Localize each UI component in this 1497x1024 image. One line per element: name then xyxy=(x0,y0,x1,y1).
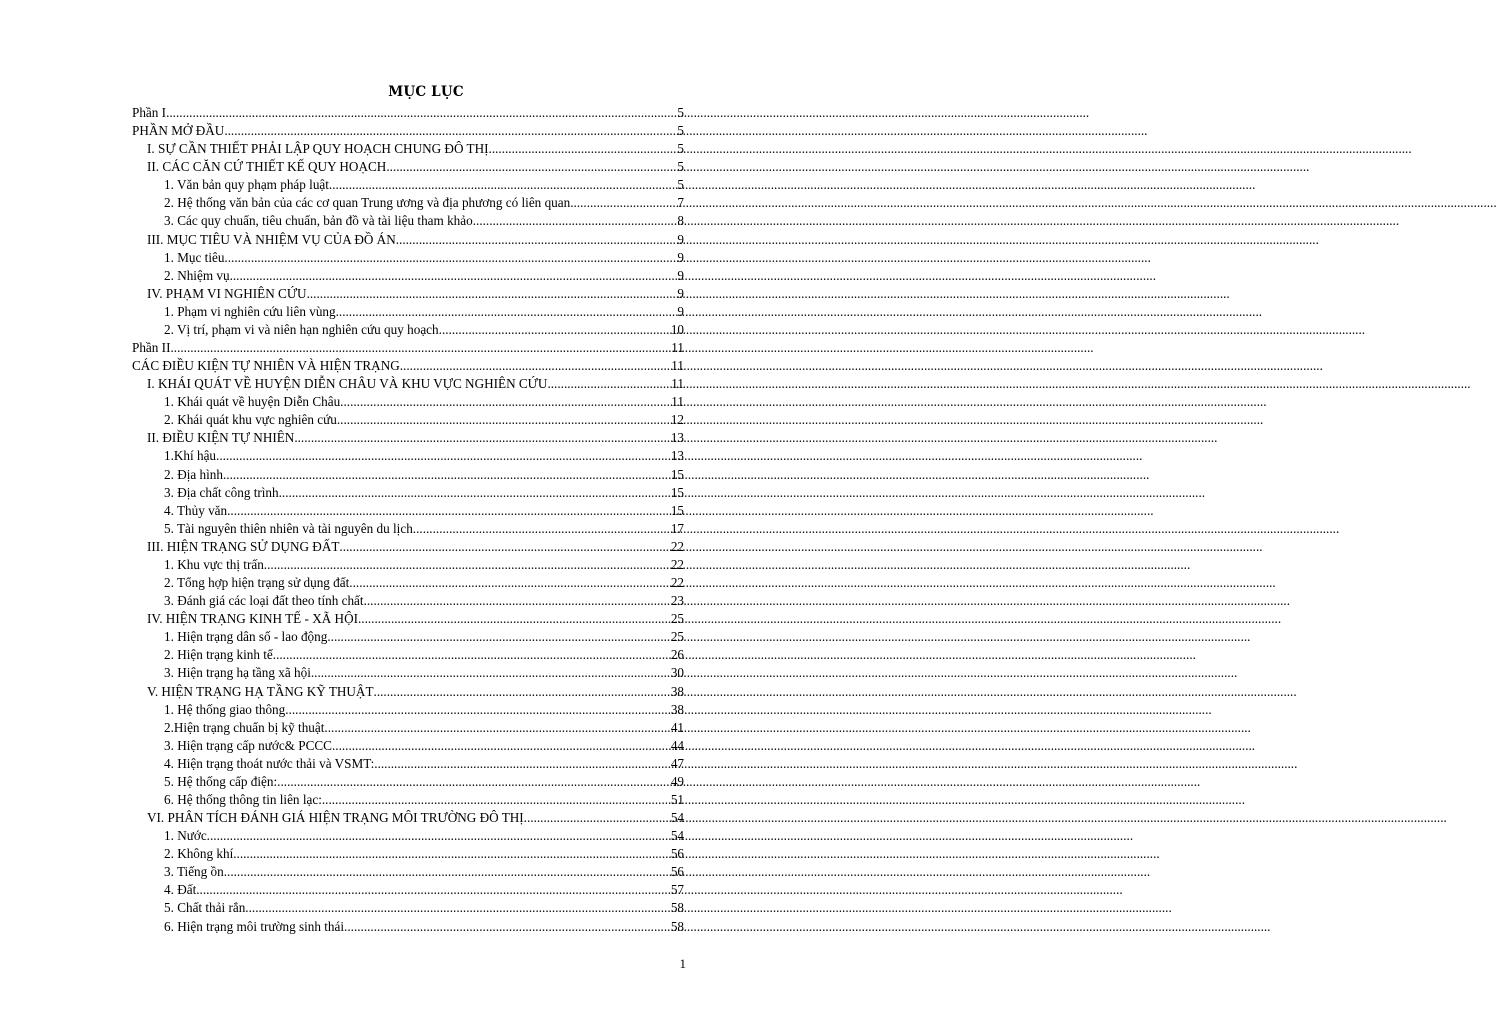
toc-entry[interactable] xyxy=(132,140,684,158)
toc-entry[interactable] xyxy=(132,447,684,465)
table-of-contents xyxy=(132,104,684,936)
toc-entry-label: III. MỤC TIÊU VÀ NHIỆM VỤ CỦA ĐỒ ÁN xyxy=(147,231,396,247)
dot-leader xyxy=(210,827,671,845)
toc-entry[interactable] xyxy=(132,664,684,682)
toc-entry-page: 26 xyxy=(670,647,684,663)
toc-entry-page: 11 xyxy=(671,376,684,392)
dot-leader xyxy=(442,321,671,339)
dot-leader xyxy=(227,863,671,881)
dot-leader xyxy=(233,267,678,285)
toc-entry-page: 41 xyxy=(670,719,684,735)
toc-entry-label: 4. Thủy văn. xyxy=(164,502,231,518)
toc-entry-label: 4. Hiện trạng thoát nước thải và VSMT: xyxy=(164,755,375,771)
dot-leader xyxy=(228,249,678,267)
dot-leader xyxy=(574,194,678,212)
dot-leader xyxy=(489,140,678,158)
dot-leader xyxy=(343,393,671,411)
toc-entry-page: 13 xyxy=(670,448,684,464)
toc-entry-page: 38 xyxy=(670,683,684,699)
toc-entry[interactable] xyxy=(132,357,684,375)
dot-leader xyxy=(374,683,671,701)
dot-leader xyxy=(267,556,671,574)
toc-entry[interactable] xyxy=(132,158,684,176)
toc-entry[interactable] xyxy=(132,592,684,610)
toc-entry[interactable] xyxy=(132,520,684,538)
toc-entry-label: 6. Hiện trạng môi trường sinh thái. xyxy=(164,918,348,934)
toc-entry[interactable] xyxy=(132,863,684,881)
dot-leader xyxy=(340,411,671,429)
toc-entry[interactable] xyxy=(132,375,684,393)
toc-entry-label: VI. PHÂN TÍCH ĐÁNH GIÁ HIỆN TRẠNG MÔI TRƯỜNG ĐÔ THỊ xyxy=(147,810,524,826)
toc-entry[interactable] xyxy=(132,267,684,285)
toc-entry-page: 13 xyxy=(670,430,684,446)
toc-entry[interactable] xyxy=(132,231,684,249)
toc-entry[interactable] xyxy=(132,755,684,773)
toc-entry-label: 3. Hiện trạng cấp nước& PCCC xyxy=(164,737,332,753)
dot-leader xyxy=(374,755,671,773)
toc-entry-page: 5 xyxy=(677,123,684,139)
toc-entry-label: IV. PHẠM VI NGHIÊN CỨU xyxy=(147,285,307,301)
dot-leader xyxy=(249,899,671,917)
toc-entry[interactable] xyxy=(132,321,684,339)
toc-entry-label: 1. Hệ thống giao thông. xyxy=(164,701,289,717)
toc-entry-label: I. SỰ CẦN THIẾT PHẢI LẬP QUY HOẠCH CHUNG ĐÔ THỊ xyxy=(147,141,489,157)
toc-entry-label: 6. Hệ thống thông tin liên lạc: xyxy=(164,791,322,807)
dot-leader xyxy=(367,592,671,610)
toc-entry[interactable] xyxy=(132,303,684,321)
toc-entry-label: 3. Tiếng ồn. xyxy=(164,864,228,880)
dot-leader xyxy=(230,502,670,520)
toc-entry[interactable] xyxy=(132,610,684,628)
toc-entry[interactable] xyxy=(132,339,684,357)
dot-leader xyxy=(476,212,677,230)
toc-entry-page: 22 xyxy=(670,556,684,572)
toc-entry-label: 5. Chất thải rắn. xyxy=(164,900,249,916)
toc-entry-page: 51 xyxy=(670,791,684,807)
toc-entry[interactable] xyxy=(132,411,684,429)
dot-leader xyxy=(358,610,671,628)
toc-entry[interactable] xyxy=(132,899,684,917)
toc-entry-page: 49 xyxy=(670,773,684,789)
toc-entry-label: 1. Nước. xyxy=(164,828,210,844)
dot-leader xyxy=(226,466,671,484)
dot-leader xyxy=(307,285,678,303)
toc-entry-page: 54 xyxy=(670,828,684,844)
toc-entry[interactable] xyxy=(132,194,684,212)
toc-entry-label: 5. Tài nguyên thiên nhiên và tài nguyên du lịch. xyxy=(164,520,417,536)
toc-entry[interactable] xyxy=(132,719,684,737)
toc-entry-page: 23 xyxy=(670,593,684,609)
dot-leader xyxy=(282,484,671,502)
toc-entry-page: 58 xyxy=(670,900,684,916)
dot-leader xyxy=(273,646,671,664)
toc-entry-label: II. CÁC CĂN CỨ THIẾT KẾ QUY HOẠCH xyxy=(147,159,387,175)
toc-entry[interactable] xyxy=(132,104,684,122)
toc-entry[interactable] xyxy=(132,502,684,520)
toc-entry[interactable] xyxy=(132,773,684,791)
toc-entry-page: 7 xyxy=(677,195,684,211)
dot-leader xyxy=(332,176,677,194)
toc-entry-label: 3. Hiện trạng hạ tầng xã hội. xyxy=(164,665,315,681)
toc-entry-page: 5 xyxy=(677,141,684,157)
dot-leader xyxy=(386,158,677,176)
toc-entry-page: 38 xyxy=(670,701,684,717)
toc-entry[interactable] xyxy=(132,845,684,863)
toc-entry-label: 2. Hiện trạng kinh tế xyxy=(164,647,273,663)
dot-leader xyxy=(294,429,670,447)
toc-entry-page: 44 xyxy=(670,737,684,753)
toc-entry[interactable] xyxy=(132,122,684,140)
toc-title: MỤC LỤC xyxy=(388,84,464,100)
toc-entry[interactable] xyxy=(132,484,684,502)
toc-entry[interactable] xyxy=(132,628,684,646)
toc-entry-label: PHẦN MỞ ĐẦU xyxy=(132,123,225,139)
toc-entry-page: 22 xyxy=(670,538,684,554)
dot-leader xyxy=(170,339,671,357)
toc-entry-page: 15 xyxy=(670,484,684,500)
toc-entry[interactable] xyxy=(132,918,684,936)
dot-leader xyxy=(322,791,671,809)
toc-entry-page: 11 xyxy=(671,358,684,374)
dot-leader xyxy=(289,701,671,719)
toc-entry-label: 2. Vị trí, phạm vi và niên hạn nghiên cứu quy hoạch. xyxy=(164,321,442,337)
toc-entry-label: Phần I xyxy=(132,105,167,120)
dot-leader xyxy=(547,375,671,393)
toc-entry-page: 5 xyxy=(677,177,684,193)
toc-entry-page: 9 xyxy=(677,285,684,301)
toc-entry[interactable] xyxy=(132,393,684,411)
toc-entry-label: 1.Khí hậu. xyxy=(164,448,220,464)
dot-leader xyxy=(328,719,671,737)
toc-entry-page: 8 xyxy=(677,213,684,229)
dot-leader xyxy=(314,664,671,682)
toc-entry-label: 3. Các quy chuẩn, tiêu chuẩn, bản đồ và tài liệu tham khảo. xyxy=(164,213,477,229)
toc-entry[interactable] xyxy=(132,683,684,701)
dot-leader xyxy=(224,122,677,140)
toc-entry-label: CÁC ĐIỀU KIỆN TỰ NHIÊN VÀ HIỆN TRẠNG xyxy=(132,358,400,374)
toc-entry-page: 9 xyxy=(677,249,684,265)
dot-leader xyxy=(219,447,671,465)
toc-entry-label: 1. Văn bản quy phạm pháp luật. xyxy=(164,177,333,193)
dot-leader xyxy=(353,574,671,592)
toc-entry-label: 2. Tổng hợp hiện trạng sử dụng đất. xyxy=(164,575,353,591)
toc-entry-label: Phần II xyxy=(132,340,171,356)
toc-entry-page: 56 xyxy=(670,864,684,880)
dot-leader xyxy=(200,881,671,899)
toc-entry[interactable] xyxy=(132,574,684,592)
toc-entry-label: 3. Đánh giá các loại đất theo tính chất. xyxy=(164,593,367,609)
toc-entry-page: 25 xyxy=(670,611,684,627)
toc-entry-page: 54 xyxy=(670,810,684,826)
toc-entry[interactable] xyxy=(132,176,684,194)
toc-entry-label: 1. Phạm vi nghiên cứu liên vùng. xyxy=(164,303,339,319)
dot-leader xyxy=(339,538,670,556)
toc-entry-label: 3. Địa chất công trình. xyxy=(164,484,282,500)
toc-entry-label: II. ĐIỀU KIỆN TỰ NHIÊN xyxy=(147,430,295,446)
page-number: 1 xyxy=(679,956,686,971)
toc-entry-label: I. KHÁI QUÁT VỀ HUYỆN DIỄN CHÂU VÀ KHU VỰC NGHIÊN CỨU xyxy=(147,376,548,392)
dot-leader xyxy=(237,845,671,863)
toc-entry-page: 15 xyxy=(670,466,684,482)
toc-entry-page: 57 xyxy=(670,882,684,898)
dot-leader xyxy=(339,303,678,321)
toc-entry-page: 10 xyxy=(670,321,684,337)
toc-entry-page: 9 xyxy=(677,267,684,283)
toc-entry-page: 58 xyxy=(670,918,684,934)
toc-entry[interactable] xyxy=(132,429,684,447)
toc-entry-label: 1. Khái quát về huyện Diễn Châu. xyxy=(164,394,344,410)
toc-entry-label: 1. Mục tiêu. xyxy=(164,249,228,265)
toc-entry-label: 4. Đất. xyxy=(164,882,200,898)
toc-entry[interactable] xyxy=(132,249,684,267)
dot-leader xyxy=(416,520,671,538)
toc-entry[interactable] xyxy=(132,881,684,899)
dot-leader xyxy=(327,628,670,646)
dot-leader xyxy=(347,918,670,936)
toc-entry-page: 22 xyxy=(670,575,684,591)
toc-entry-page: 47 xyxy=(670,755,684,771)
toc-entry-page: 5 xyxy=(677,105,684,120)
toc-entry[interactable] xyxy=(132,701,684,719)
dot-leader xyxy=(396,231,678,249)
dot-leader xyxy=(332,737,671,755)
toc-entry-label: IV. HIỆN TRẠNG KINH TẾ - XÃ HỘI xyxy=(147,611,358,627)
toc-entry-label: 1. Khu vực thị trấn. xyxy=(164,556,268,572)
toc-entry-label: 2. Không khí. xyxy=(164,846,237,862)
toc-entry[interactable] xyxy=(132,556,684,574)
toc-entry-label: 2. Địa hình. xyxy=(164,466,227,482)
toc-entry-page: 15 xyxy=(670,502,684,518)
toc-entry[interactable] xyxy=(132,285,684,303)
toc-entry-page: 17 xyxy=(670,520,684,536)
toc-entry[interactable] xyxy=(132,212,684,230)
toc-entry[interactable] xyxy=(132,809,684,827)
toc-entry-page: 12 xyxy=(670,412,684,428)
toc-entry[interactable] xyxy=(132,466,684,484)
toc-entry-page: 11 xyxy=(671,340,684,356)
toc-entry-page: 30 xyxy=(670,665,684,681)
toc-entry-label: 1. Hiện trạng dân số - lao động xyxy=(164,629,328,645)
dot-leader xyxy=(400,357,672,375)
toc-entry-label: 2. Khái quát khu vực nghiên cứu. xyxy=(164,412,341,428)
toc-entry-label: 2. Nhiệm vụ. xyxy=(164,267,233,283)
toc-entry-page: 9 xyxy=(677,231,684,247)
toc-entry-page: 11 xyxy=(671,394,684,410)
toc-entry[interactable] xyxy=(132,646,684,664)
toc-entry-label: 2. Hệ thống văn bản của các cơ quan Trung ương và địa phương có liên quan. xyxy=(164,195,574,211)
dot-leader xyxy=(524,809,671,827)
toc-entry-label: V. HIỆN TRẠNG HẠ TẦNG KỸ THUẬT xyxy=(147,683,374,699)
toc-entry[interactable] xyxy=(132,791,684,809)
toc-entry-label: 5. Hệ thống cấp điện: xyxy=(164,773,278,789)
toc-entry-label: III. HIỆN TRẠNG SỬ DỤNG ĐẤT xyxy=(147,538,340,554)
toc-entry-label: 2.Hiện trạng chuẩn bị kỹ thuật. xyxy=(164,719,328,735)
toc-entry-page: 56 xyxy=(670,846,684,862)
dot-leader xyxy=(166,104,677,122)
dot-leader xyxy=(277,773,671,791)
toc-entry[interactable] xyxy=(132,737,684,755)
toc-entry-page: 9 xyxy=(677,303,684,319)
toc-entry-page: 5 xyxy=(677,159,684,175)
toc-entry[interactable] xyxy=(132,538,684,556)
toc-entry[interactable] xyxy=(132,827,684,845)
toc-entry-page: 25 xyxy=(670,629,684,645)
